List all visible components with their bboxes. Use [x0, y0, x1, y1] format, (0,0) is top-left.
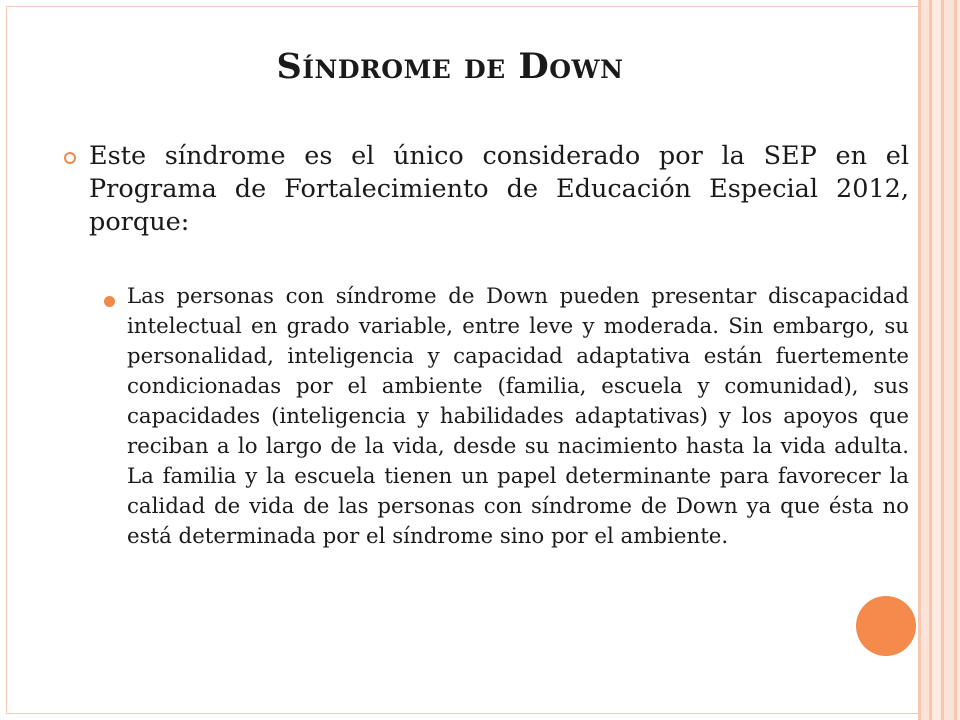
decorative-stripes [918, 0, 960, 720]
sub-bullet-text: Las personas con síndrome de Down pueden presentar discapacidad intelectual en grado variable, entre leve y moderada. Sin embargo, su personalidad, inteligencia y capacidad adaptativa están fuertemente condicionadas por el ambiente (familia, escuela y comunidad), sus capacidades (inteligencia y habilidades adaptativas) y los apoyos que reciban a lo largo de la vida, desde su nacimiento hasta la vida adulta. La familia y la escuela tienen un papel determinante para favorecer la calidad de vida de las personas con síndrome de Down ya que ésta no está determinada por el síndrome sino por el ambiente. [127, 284, 909, 549]
stripe-2 [921, 0, 929, 720]
main-bullet-text: Este síndrome es el único considerado por la SEP en el Programa de Fortalecimiento de Educación Especial 2012, porque: [89, 141, 909, 237]
decorative-circle [856, 596, 916, 656]
stripe-6 [944, 0, 954, 720]
slide-title: Síndrome de Down [276, 46, 624, 87]
bullet-dot-icon [104, 296, 115, 307]
stripe-4 [932, 0, 941, 720]
bullet-ring-icon [64, 152, 76, 164]
